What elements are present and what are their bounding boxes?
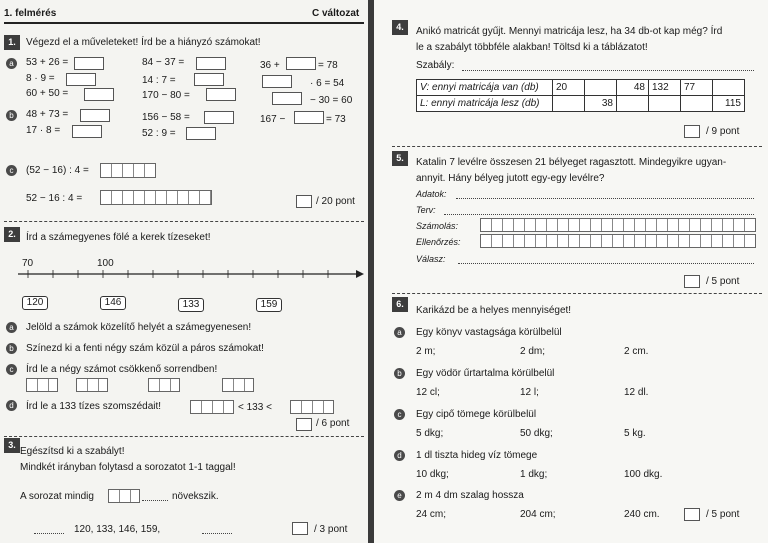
- task-6-score: / 5 pont: [706, 509, 740, 520]
- axis-label-100: 100: [97, 258, 114, 269]
- option[interactable]: 24 cm;: [416, 509, 447, 520]
- task-6a-question: Egy könyv vastagsága körülbelül: [416, 327, 562, 338]
- answer-box[interactable]: [84, 88, 114, 101]
- task-5-number: 5.: [392, 151, 408, 166]
- t1b-expr-3: 167 −: [260, 114, 286, 125]
- option[interactable]: 100 dkg.: [624, 469, 663, 480]
- task-2d-label: d: [6, 400, 17, 411]
- answer-box[interactable]: [74, 57, 104, 70]
- table-cell[interactable]: 132: [649, 80, 681, 96]
- task-4-score: / 9 pont: [706, 126, 740, 137]
- task-3-sequence: 120, 133, 146, 159,: [74, 524, 161, 535]
- answer-grid[interactable]: [290, 400, 334, 414]
- answer-grid[interactable]: [76, 378, 108, 392]
- valasz-label: Válasz:: [416, 254, 446, 264]
- table-cell[interactable]: 38: [585, 96, 617, 112]
- option[interactable]: 12 cl;: [416, 387, 440, 398]
- task-1-instruction: Végezd el a műveleteket! Írd be a hiányzó számokat!: [26, 37, 261, 48]
- answer-grid[interactable]: [100, 163, 156, 178]
- option[interactable]: 50 dkg;: [520, 428, 553, 439]
- option[interactable]: 12 l;: [520, 387, 539, 398]
- answer-box[interactable]: [206, 88, 236, 101]
- t1b-expr-4: = 73: [326, 114, 346, 125]
- t1a-expr-3: 36 +: [260, 60, 280, 71]
- table-cell[interactable]: [649, 96, 681, 112]
- calc-grid[interactable]: [480, 218, 756, 232]
- table-cell[interactable]: 115: [713, 96, 745, 112]
- task-4-rule-label: Szabály:: [416, 60, 455, 71]
- option[interactable]: 2 m;: [416, 346, 436, 357]
- answer-box[interactable]: [80, 109, 110, 122]
- answer-grid[interactable]: [148, 378, 180, 392]
- dotted-line[interactable]: [34, 533, 64, 534]
- t1a-expr-4: = 78: [318, 60, 338, 71]
- check-grid[interactable]: [480, 234, 756, 248]
- task-4-number: 4.: [392, 20, 408, 35]
- task-3-rule-end: növekszik.: [172, 491, 219, 502]
- score-box[interactable]: [684, 275, 700, 288]
- task-2c-label: c: [6, 364, 17, 375]
- task-4-line1: Anikó matricát gyűjt. Mennyi matricája lesz, ha 34 db-ot kap még? Írd: [416, 26, 723, 37]
- task-2d-text: Írd le a 133 tízes szomszédait!: [26, 401, 162, 412]
- task-6a-label: a: [394, 327, 405, 338]
- task-6b-label: b: [394, 368, 405, 379]
- task-1c-label: c: [6, 165, 17, 176]
- t1a-expr-7: · 6 = 54: [310, 78, 345, 89]
- table-cell[interactable]: 48: [617, 80, 649, 96]
- task-2b-text: Színezd ki a fenti négy szám közül a páros számokat!: [26, 343, 264, 354]
- t1a-expr-9: 170 − 80 =: [142, 90, 190, 101]
- score-box[interactable]: [292, 522, 308, 535]
- task-4-line2: le a szabályt többféle alakban! Töltsd ki a táblázatot!: [416, 42, 648, 53]
- answer-grid[interactable]: [26, 378, 58, 392]
- task-6c-question: Egy cipő tömege körülbelül: [416, 409, 537, 420]
- option[interactable]: 240 cm.: [624, 509, 660, 520]
- task-6c-label: c: [394, 409, 405, 420]
- ellenorzes-label: Ellenőrzés:: [416, 237, 461, 247]
- table-cell[interactable]: [713, 80, 745, 96]
- option[interactable]: 2 cm.: [624, 346, 649, 357]
- table-cell[interactable]: [585, 80, 617, 96]
- answer-box[interactable]: [194, 73, 224, 86]
- task-3-line1: Egészítsd ki a szabályt!: [20, 446, 125, 457]
- task-5-line2: annyit. Hány bélyeg jutott egy-egy levélre?: [416, 173, 605, 184]
- dotted-line: [142, 500, 168, 501]
- option[interactable]: 10 dkg;: [416, 469, 449, 480]
- table-cell[interactable]: 20: [553, 80, 585, 96]
- task-6b-question: Egy vödör űrtartalma körülbelül: [416, 368, 555, 379]
- option[interactable]: 5 dkg;: [416, 428, 444, 439]
- task-3-number: 3.: [4, 438, 20, 453]
- t1a-expr-8: 60 + 50 =: [26, 88, 69, 99]
- task-3-rule-start: A sorozat mindig: [20, 491, 94, 502]
- task-6-instruction: Karikázd be a helyes mennyiséget!: [416, 305, 572, 316]
- task-6-number: 6.: [392, 297, 408, 312]
- task-6e-label: e: [394, 490, 405, 501]
- task-2-score: / 6 pont: [316, 418, 350, 429]
- task-2b-label: b: [6, 343, 17, 354]
- answer-grid[interactable]: [108, 489, 140, 503]
- t1b-expr-2: 156 − 58 =: [142, 112, 190, 123]
- table-row: [417, 80, 745, 96]
- variant-label: C változat: [312, 8, 360, 19]
- answer-grid[interactable]: [222, 378, 254, 392]
- rule-line[interactable]: [462, 70, 754, 71]
- number-line[interactable]: [18, 267, 366, 281]
- axis-label-70: 70: [22, 258, 34, 269]
- table-cell[interactable]: [617, 96, 649, 112]
- answer-box[interactable]: [286, 57, 316, 70]
- row-l-label: L: ennyi matricája lesz (db): [417, 96, 553, 112]
- t1c-expr-1: (52 − 16) : 4 =: [26, 165, 89, 176]
- answer-box[interactable]: [72, 125, 102, 138]
- answer-box[interactable]: [294, 111, 324, 124]
- task-6e-question: 2 m 4 dm szalag hossza: [416, 490, 524, 501]
- score-box[interactable]: [684, 125, 700, 138]
- right-page: [374, 0, 768, 543]
- task-6d-question: 1 dl tiszta hideg víz tömege: [416, 450, 538, 461]
- table-cell[interactable]: 77: [681, 80, 713, 96]
- task-2-number: 2.: [4, 227, 20, 242]
- terv-label: Terv:: [416, 205, 436, 215]
- answer-box[interactable]: [66, 73, 96, 86]
- number-tag-120[interactable]: 120: [22, 296, 48, 310]
- plan-line[interactable]: [444, 214, 754, 215]
- answer-box[interactable]: [272, 92, 302, 105]
- task-1a-label: a: [6, 58, 17, 69]
- option[interactable]: 1 dkg;: [520, 469, 548, 480]
- section-divider: [4, 221, 364, 222]
- table-cell[interactable]: [681, 96, 713, 112]
- answer-box[interactable]: [262, 75, 292, 88]
- task-2c-text: Írd le a négy számot csökkenő sorrendben!: [26, 364, 218, 375]
- task-1-score: / 20 pont: [316, 196, 355, 207]
- t1a-expr-2: 84 − 37 =: [142, 57, 185, 68]
- answer-box[interactable]: [196, 57, 226, 70]
- number-tag-133[interactable]: 133: [178, 298, 204, 312]
- answer-line[interactable]: [458, 263, 754, 264]
- adatok-label: Adatok:: [416, 189, 447, 199]
- task-2a-text: Jelöld a számok közelítő helyét a számegyenesen!: [26, 322, 252, 333]
- t1c-expr-2: 52 − 16 : 4 =: [26, 193, 83, 204]
- score-box[interactable]: [296, 418, 312, 431]
- task-2d-mid: < 133 <: [238, 402, 272, 413]
- score-box[interactable]: [684, 508, 700, 521]
- number-tag-159[interactable]: 159: [256, 298, 282, 312]
- task-3-score: / 3 pont: [314, 524, 348, 535]
- answer-box[interactable]: [204, 111, 234, 124]
- t1b-expr-6: 52 : 9 =: [142, 128, 176, 139]
- task-6d-label: d: [394, 450, 405, 461]
- t1a-expr-1: 53 + 26 =: [26, 57, 69, 68]
- answer-box[interactable]: [186, 127, 216, 140]
- option[interactable]: 2 dm;: [520, 346, 546, 357]
- task-1-number: 1.: [4, 35, 20, 50]
- option[interactable]: 204 cm;: [520, 509, 556, 520]
- stickers-table: [416, 79, 745, 112]
- answer-grid[interactable]: [190, 400, 234, 414]
- row-v-label: V: ennyi matricája van (db): [417, 80, 553, 96]
- left-page: [0, 0, 368, 543]
- table-row: [417, 96, 745, 112]
- option[interactable]: 12 dl.: [624, 387, 649, 398]
- option[interactable]: 5 kg.: [624, 428, 646, 439]
- answer-grid[interactable]: [100, 190, 212, 205]
- t1a-expr-6: 14 : 7 =: [142, 75, 176, 86]
- task-5-line1: Katalin 7 levélre összesen 21 bélyeget ragasztott. Mindegyikre ugyan-: [416, 157, 727, 168]
- dotted-line[interactable]: [202, 533, 232, 534]
- t1b-expr-1: 48 + 73 =: [26, 109, 69, 120]
- section-divider: [4, 436, 364, 437]
- table-cell[interactable]: [553, 96, 585, 112]
- task-5-score: / 5 pont: [706, 276, 740, 287]
- header-rule: [4, 22, 364, 24]
- test-title: 1. felmérés: [4, 8, 57, 19]
- t1a-expr-5: 8 · 9 =: [26, 73, 55, 84]
- task-3-line2: Mindkét irányban folytasd a sorozatot 1-1 taggal!: [20, 462, 236, 473]
- number-tag-146[interactable]: 146: [100, 296, 126, 310]
- t1b-expr-5: 17 · 8 =: [26, 125, 61, 136]
- szamolas-label: Számolás:: [416, 221, 459, 231]
- task-1b-label: b: [6, 110, 17, 121]
- t1a-expr-10: − 30 = 60: [310, 95, 353, 106]
- task-2-instruction: Írd a számegyenes fölé a kerek tízeseket!: [26, 232, 211, 243]
- data-line[interactable]: [456, 198, 754, 199]
- section-divider: [392, 146, 762, 147]
- task-2a-label: a: [6, 322, 17, 333]
- score-box[interactable]: [296, 195, 312, 208]
- section-divider: [392, 293, 762, 294]
